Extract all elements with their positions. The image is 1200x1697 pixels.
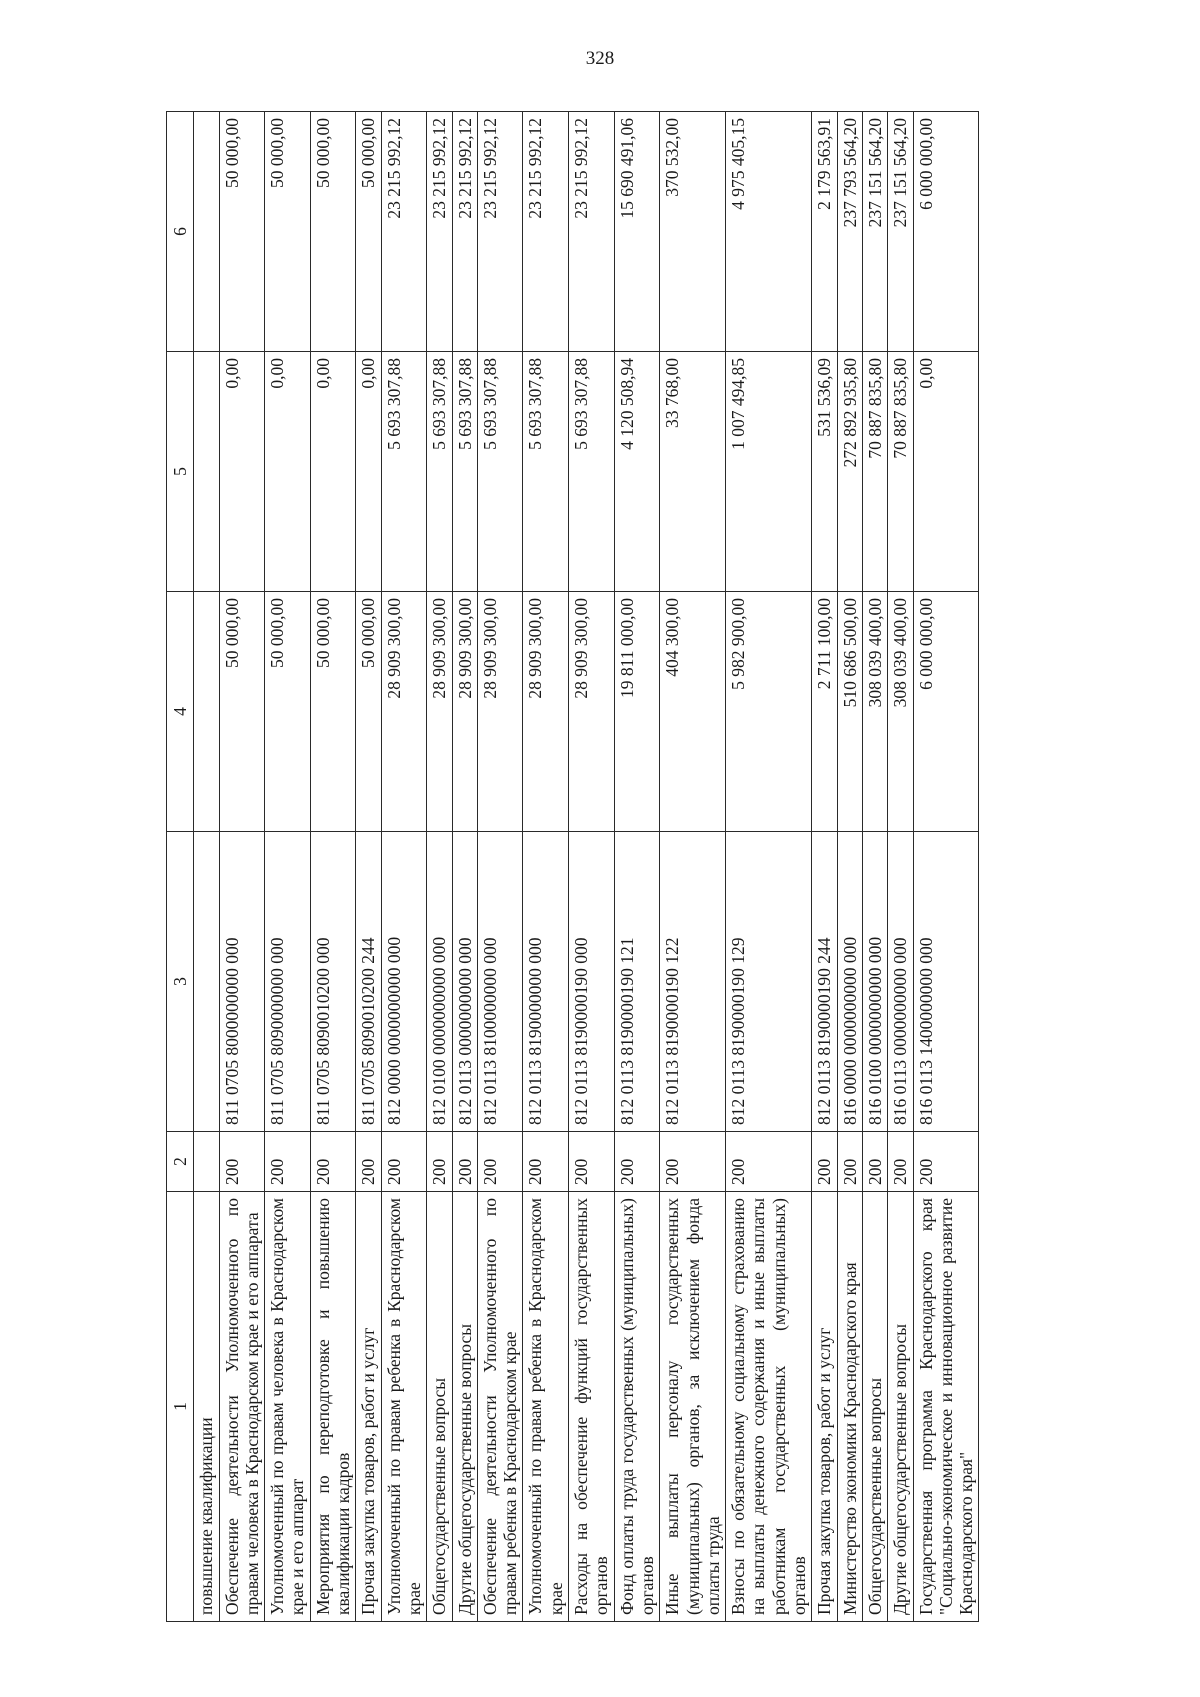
header-cell-5: 5 — [167, 352, 194, 592]
row-name-cell: Министерство экономики Краснодарского края — [837, 1192, 862, 1622]
row-classification-cell: 816 0100 0000000000 000 — [862, 832, 887, 1132]
row-amount-remaining-cell: 237 151 564,20 — [888, 112, 913, 352]
row-code-cell: 200 — [862, 1132, 887, 1192]
table-row — [452, 112, 477, 1622]
row-code-cell: 200 — [660, 1132, 726, 1192]
row-code-cell: 200 — [888, 1132, 913, 1192]
row-code-cell: 200 — [523, 1132, 569, 1192]
row-amount-remaining-cell: 23 215 992,12 — [523, 112, 569, 352]
row-amount-remaining-cell: 23 215 992,12 — [569, 112, 615, 352]
table-row — [194, 112, 219, 1622]
row-amount-executed-cell: 0,00 — [310, 352, 356, 592]
row-amount-approved-cell: 28 909 300,00 — [452, 592, 477, 832]
row-amount-remaining-cell: 2 179 563,91 — [812, 112, 837, 352]
table-row — [862, 112, 887, 1622]
row-name-cell: Обеспечение деятельности Уполномоченного по правам человека в Краснодарском крае и его аппарата — [219, 1192, 265, 1622]
row-amount-remaining-cell: 237 151 564,20 — [862, 112, 887, 352]
row-classification-cell: 811 0705 8090010200 244 — [356, 832, 381, 1132]
row-amount-approved-cell: 28 909 300,00 — [523, 592, 569, 832]
row-amount-executed-cell: 1 007 494,85 — [726, 352, 812, 592]
row-name-cell: Уполномоченный по правам ребенка в Краснодарском крае — [381, 1192, 427, 1622]
table-row — [913, 112, 979, 1622]
row-code-cell: 200 — [726, 1132, 812, 1192]
row-code-cell: 200 — [913, 1132, 979, 1192]
row-amount-executed-cell: 5 693 307,88 — [523, 352, 569, 592]
table-row — [888, 112, 913, 1622]
row-amount-remaining-cell: 23 215 992,12 — [477, 112, 523, 352]
row-code-cell: 200 — [427, 1132, 452, 1192]
row-classification-cell: 812 0113 8190000190 129 — [726, 832, 812, 1132]
row-amount-approved-cell: 28 909 300,00 — [477, 592, 523, 832]
row-code-cell: 200 — [310, 1132, 356, 1192]
row-classification-cell: 812 0113 8100000000 000 — [477, 832, 523, 1132]
header-cell-6: 6 — [167, 112, 194, 352]
row-name-cell: Другие общегосударственные вопросы — [888, 1192, 913, 1622]
row-amount-approved-cell: 19 811 000,00 — [614, 592, 660, 832]
row-amount-remaining-cell — [194, 112, 219, 352]
row-amount-approved-cell: 50 000,00 — [310, 592, 356, 832]
row-name-cell: Иные выплаты персоналу государственных (муниципальных) органов, за исключением фонда оплаты труда — [660, 1192, 726, 1622]
table-row — [726, 112, 812, 1622]
row-amount-executed-cell: 0,00 — [356, 352, 381, 592]
row-code-cell: 200 — [837, 1132, 862, 1192]
table-row — [837, 112, 862, 1622]
header-cell-4: 4 — [167, 592, 194, 832]
row-amount-executed-cell: 5 693 307,88 — [427, 352, 452, 592]
row-name-cell: повышение квалификации — [194, 1192, 219, 1622]
header-cell-1: 1 — [167, 1192, 194, 1622]
row-amount-approved-cell: 308 039 400,00 — [862, 592, 887, 832]
row-amount-remaining-cell: 6 000 000,00 — [913, 112, 979, 352]
row-name-cell: Другие общегосударственные вопросы — [452, 1192, 477, 1622]
row-amount-executed-cell: 5 693 307,88 — [569, 352, 615, 592]
row-code-cell: 200 — [614, 1132, 660, 1192]
row-amount-approved-cell: 28 909 300,00 — [569, 592, 615, 832]
row-name-cell: Уполномоченный по правам человека в Краснодарском крае и его аппарат — [265, 1192, 311, 1622]
row-classification-cell: 812 0113 8190000190 244 — [812, 832, 837, 1132]
row-amount-executed-cell: 5 693 307,88 — [477, 352, 523, 592]
row-amount-executed-cell: 5 693 307,88 — [381, 352, 427, 592]
table-header-row — [167, 112, 194, 1622]
row-code-cell — [194, 1132, 219, 1192]
row-classification-cell: 812 0000 0000000000 000 — [381, 832, 427, 1132]
row-amount-executed-cell: 70 887 835,80 — [862, 352, 887, 592]
table-row — [310, 112, 356, 1622]
row-classification-cell: 816 0000 0000000000 000 — [837, 832, 862, 1132]
row-amount-remaining-cell: 237 793 564,20 — [837, 112, 862, 352]
row-name-cell: Прочая закупка товаров, работ и услуг — [356, 1192, 381, 1622]
row-classification-cell: 816 0113 0000000000 000 — [888, 832, 913, 1132]
row-code-cell: 200 — [219, 1132, 265, 1192]
row-classification-cell: 811 0705 8000000000 000 — [219, 832, 265, 1132]
row-amount-executed-cell — [194, 352, 219, 592]
row-name-cell: Государственная программа Краснодарского края "Социально-экономическое и инновационное развитие Краснодарского края" — [913, 1192, 979, 1622]
row-code-cell: 200 — [381, 1132, 427, 1192]
row-classification-cell: 811 0705 8090010200 000 — [310, 832, 356, 1132]
row-classification-cell — [194, 832, 219, 1132]
rotated-table-container — [166, 112, 1066, 1622]
table-row — [523, 112, 569, 1622]
row-code-cell: 200 — [477, 1132, 523, 1192]
row-amount-executed-cell: 70 887 835,80 — [888, 352, 913, 592]
row-name-cell: Общегосударственные вопросы — [427, 1192, 452, 1622]
row-code-cell: 200 — [569, 1132, 615, 1192]
row-amount-remaining-cell: 4 975 405,15 — [726, 112, 812, 352]
row-amount-approved-cell: 50 000,00 — [219, 592, 265, 832]
row-name-cell: Расходы на обеспечение функций государственных органов — [569, 1192, 615, 1622]
header-cell-3: 3 — [167, 832, 194, 1132]
row-amount-executed-cell: 5 693 307,88 — [452, 352, 477, 592]
row-amount-approved-cell — [194, 592, 219, 832]
row-classification-cell: 812 0113 8190000190 122 — [660, 832, 726, 1132]
table-row — [356, 112, 381, 1622]
row-amount-remaining-cell: 23 215 992,12 — [381, 112, 427, 352]
row-name-cell: Фонд оплаты труда государственных (муниципальных) органов — [614, 1192, 660, 1622]
row-code-cell: 200 — [265, 1132, 311, 1192]
row-amount-approved-cell: 5 982 900,00 — [726, 592, 812, 832]
table-row — [265, 112, 311, 1622]
row-amount-approved-cell: 308 039 400,00 — [888, 592, 913, 832]
header-cell-2: 2 — [167, 1132, 194, 1192]
budget-execution-table — [166, 111, 979, 1622]
row-amount-executed-cell: 4 120 508,94 — [614, 352, 660, 592]
row-classification-cell: 812 0113 8190000190 121 — [614, 832, 660, 1132]
row-amount-remaining-cell: 50 000,00 — [265, 112, 311, 352]
row-amount-executed-cell: 0,00 — [265, 352, 311, 592]
row-classification-cell: 812 0113 8190000000 000 — [523, 832, 569, 1132]
row-amount-approved-cell: 28 909 300,00 — [381, 592, 427, 832]
table-row — [660, 112, 726, 1622]
row-amount-approved-cell: 2 711 100,00 — [812, 592, 837, 832]
table-row — [614, 112, 660, 1622]
row-classification-cell: 816 0113 1400000000 000 — [913, 832, 979, 1132]
row-name-cell: Мероприятия по переподготовке и повышению квалификации кадров — [310, 1192, 356, 1622]
row-name-cell: Уполномоченный по правам ребенка в Краснодарском крае — [523, 1192, 569, 1622]
table-body — [167, 112, 979, 1622]
row-code-cell: 200 — [812, 1132, 837, 1192]
row-amount-approved-cell: 50 000,00 — [265, 592, 311, 832]
table-row — [381, 112, 427, 1622]
row-amount-approved-cell: 510 686 500,00 — [837, 592, 862, 832]
row-name-cell: Взносы по обязательному социальному страхованию на выплаты денежного содержания и иные выплаты работникам государственных (муниципальных) органов — [726, 1192, 812, 1622]
row-amount-remaining-cell: 50 000,00 — [219, 112, 265, 352]
row-amount-remaining-cell: 50 000,00 — [310, 112, 356, 352]
row-amount-executed-cell: 0,00 — [219, 352, 265, 592]
row-amount-remaining-cell: 15 690 491,06 — [614, 112, 660, 352]
row-code-cell: 200 — [452, 1132, 477, 1192]
row-classification-cell: 811 0705 8090000000 000 — [265, 832, 311, 1132]
row-name-cell: Обеспечение деятельности Уполномоченного по правам ребенка в Краснодарском крае — [477, 1192, 523, 1622]
row-amount-approved-cell: 50 000,00 — [356, 592, 381, 832]
row-classification-cell: 812 0113 0000000000 000 — [452, 832, 477, 1132]
table-row — [569, 112, 615, 1622]
row-name-cell: Общегосударственные вопросы — [862, 1192, 887, 1622]
row-classification-cell: 812 0113 8190000190 000 — [569, 832, 615, 1132]
table-row — [427, 112, 452, 1622]
row-amount-remaining-cell: 23 215 992,12 — [427, 112, 452, 352]
row-amount-approved-cell: 6 000 000,00 — [913, 592, 979, 832]
row-amount-approved-cell: 404 300,00 — [660, 592, 726, 832]
row-classification-cell: 812 0100 0000000000 000 — [427, 832, 452, 1132]
row-amount-executed-cell: 272 892 935,80 — [837, 352, 862, 592]
row-name-cell: Прочая закупка товаров, работ и услуг — [812, 1192, 837, 1622]
row-amount-executed-cell: 531 536,09 — [812, 352, 837, 592]
row-amount-executed-cell: 0,00 — [913, 352, 979, 592]
row-amount-remaining-cell: 23 215 992,12 — [452, 112, 477, 352]
row-amount-executed-cell: 33 768,00 — [660, 352, 726, 592]
row-amount-approved-cell: 28 909 300,00 — [427, 592, 452, 832]
page-number: 328 — [585, 48, 615, 69]
table-row — [219, 112, 265, 1622]
table-row — [812, 112, 837, 1622]
table-row — [477, 112, 523, 1622]
row-amount-remaining-cell: 50 000,00 — [356, 112, 381, 352]
row-code-cell: 200 — [356, 1132, 381, 1192]
row-amount-remaining-cell: 370 532,00 — [660, 112, 726, 352]
